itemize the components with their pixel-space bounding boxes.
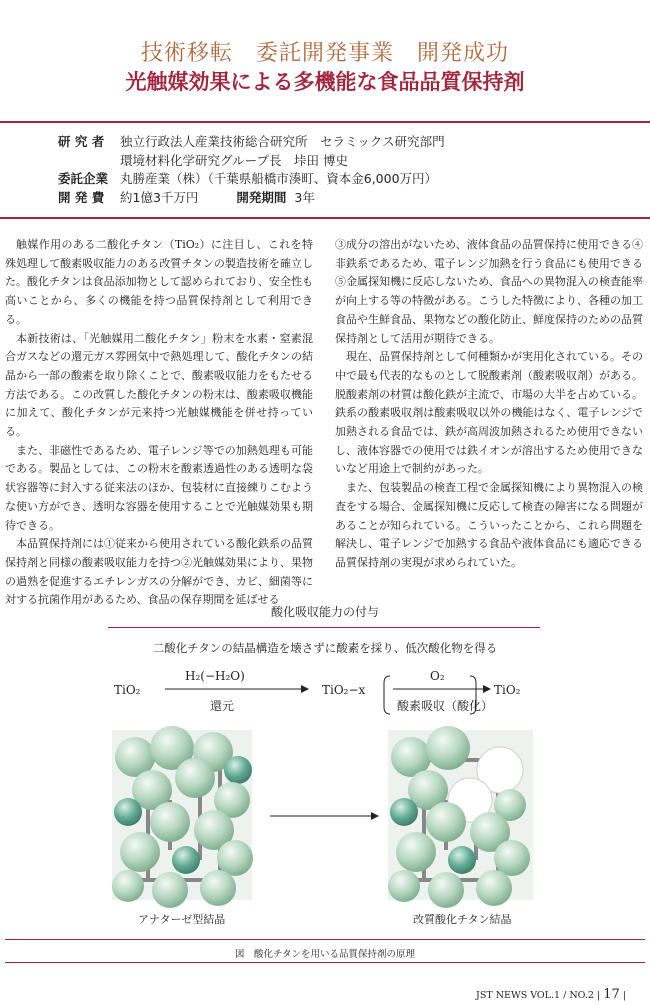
researcher-value: 独立行政法人産業技術総合研究所 セラミックス研究部門 bbox=[120, 134, 445, 149]
figure-caption: 図 酸化チタンを用いる品質保持剤の原理 bbox=[234, 949, 416, 960]
journal-name: JST NEWS VOL.1 / NO.2 bbox=[476, 990, 594, 1001]
category-heading: 技術移転 委託開発事業 開発成功 bbox=[140, 41, 509, 66]
reduction-caption: 還元 bbox=[210, 699, 235, 713]
paragraph: また、包装製品の検査工程で金属探知機により異物混入の検査をする場合、金属探知機に反応して検査の障害になる問題があることが知られている。こういったことから、これら問題を解決し、電子レンジで加熱する食品や液体食品にも適応できる品質保持剤の実現が求められていた。 bbox=[335, 481, 643, 569]
researcher-value-2: 環境材料化学研究グループ長 垰田 博史 bbox=[120, 152, 348, 168]
figure-subtitle: 二酸化チタンの結晶構造を壊さずに酸素を採り、低次酸化物を得る bbox=[152, 641, 498, 655]
oxidation-caption: 酸素吸収（酸化） bbox=[397, 699, 494, 713]
page-number: 17 bbox=[603, 987, 620, 1002]
paragraph: ③成分の溶出がないため、液体食品の品質保持に使用できる④非鉄系であるため、電子レンジ加熱を行う食品にも使用できる⑤金属探知機に反応しないため、食品への異物混入の検査能率が向上する等の特徴がある。こうした特徴により、各種の加工食品や生鮮食品、果物などの酸化防止、鮮度保持のための品質保持剤として活用が期待できる。 bbox=[335, 238, 643, 345]
figure-title: 酸化吸収能力の付与 bbox=[270, 605, 379, 619]
company-value: 丸勝産業（株）（千葉県船橋市湊町、資本金6,000万円） bbox=[120, 171, 438, 186]
anatase-crystal bbox=[112, 726, 253, 908]
researcher-label: 研 究 者 bbox=[58, 134, 105, 149]
cost-value: 約1億3千万円 bbox=[120, 189, 199, 205]
paragraph: 本新技術は、「光触媒用二酸化チタン」粉末を水素・窒素混合ガスなどの還元ガス雰囲気中で熱処理して、酸化チタンの結晶から一部の酸素を取り除くことで、酸素吸収能力をもたせる方法である。この改質した酸化チタンの粉末は、酸素吸収機能に加えて、酸化チタンが元来持つ光触媒機能を併せ持っている。 bbox=[5, 331, 313, 439]
article-title: 光触媒効果による多機能な食品品質保持剤 bbox=[125, 70, 525, 94]
modified-crystal bbox=[388, 726, 533, 908]
period-value: 3年 bbox=[294, 189, 315, 205]
label-anatase: アナターゼ型結晶 bbox=[138, 913, 226, 926]
divider bbox=[5, 962, 645, 963]
footer: JST NEWS VOL.1 / NO.2 | 17 | bbox=[476, 987, 626, 1002]
label-modified: 改質酸化チタン結晶 bbox=[413, 913, 512, 926]
tio2-left: TiO₂ bbox=[114, 683, 141, 697]
paragraph: 触媒作用のある二酸化チタン（TiO₂）に注目し、これを特殊処理して酸素吸収能力のある改質チタンの製造技術を確立した。酸化チタンは食品添加物として認められており、安全性も高いことから、多くの機能を持つ品質保持剤として利用できる。 bbox=[5, 238, 313, 326]
tio2-right: TiO₂ bbox=[494, 683, 521, 697]
reduction-label: H₂(−H₂O) bbox=[185, 669, 245, 683]
period-label: 開発期間 bbox=[236, 189, 287, 205]
paragraph: 現在、品質保持剤として何種類かが実用化されている。その中で最も代表的なものとして脱酸素剤（酸素吸収剤）がある。脱酸素剤の材質は酸化鉄が主流で、市場の大半を占めている。鉄系の酸素吸収剤は酸素吸収以外の機能はなく、電子レンジで加熱される食品では、鉄が高周波加熱されるため使用できないし、液体容器での使用では鉄イオンが溶出するため使用できないなど用途上で制約があった。 bbox=[335, 350, 643, 476]
oxygen-label: O₂ bbox=[430, 669, 445, 683]
bracket-right bbox=[470, 676, 476, 714]
divider bbox=[5, 939, 645, 940]
paragraph: また、非磁性であるため、電子レンジ等での加熱処理も可能である。製品としては、この粉末を酸素透過性のある透明な袋状容器等に封入する従来法のほか、包装材に直接練りこむような使い方ができ、透明な容器を使用することで光触媒効果も期待できる。 bbox=[5, 443, 313, 532]
tio2x: TiO₂−x bbox=[322, 683, 366, 697]
paragraph: 本品質保持剤には①従来から使用されている酸化鉄系の品質保持剤と同様の酸素吸収能力を持つ②光触媒効果により、果物の過熟を促進するエチレンガスの分解ができ、カビ、細菌等に対する抗菌作用があるため、食品の保存期間を延ばせる bbox=[5, 537, 313, 607]
cost-label: 開 発 費 bbox=[58, 189, 105, 205]
bracket-left bbox=[384, 676, 390, 714]
company-label: 委託企業 bbox=[58, 171, 109, 186]
